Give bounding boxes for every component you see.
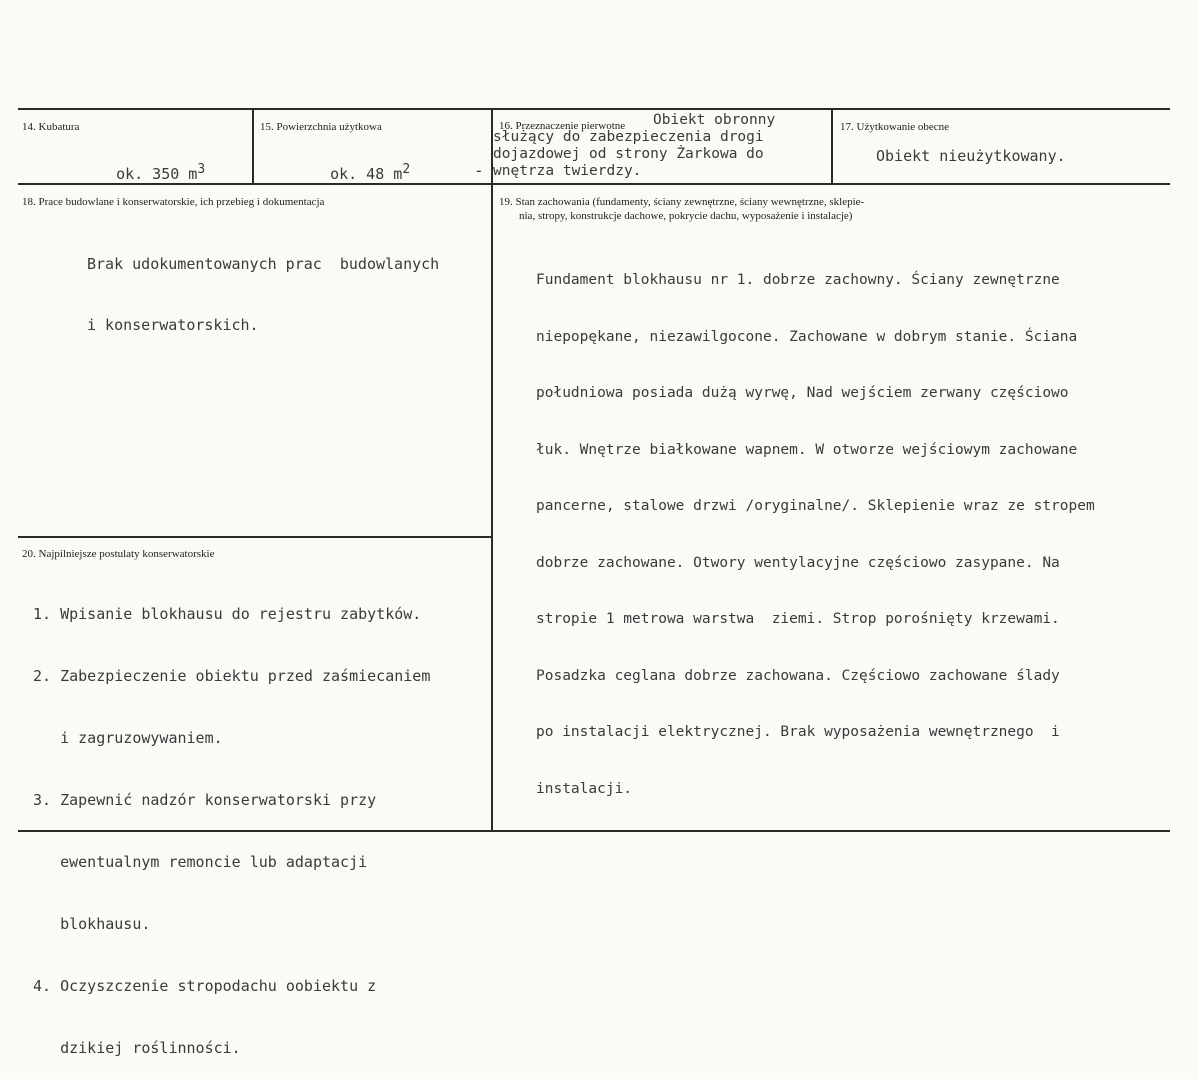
powierzchnia-unit-exponent: 2: [402, 162, 411, 177]
postulaty-label: 20. Najpilniejsze postulaty konserwatorskie: [22, 548, 215, 560]
prace-line: Brak udokumentowanych prac budowlanych: [87, 255, 440, 273]
postulat-line: 3. Zapewnić nadzór konserwatorski przy: [33, 791, 377, 809]
przeznaczenie-line-4: wnętrza twierdzy.: [493, 163, 642, 179]
stan-line: Posadzka ceglana dobrze zachowana. Częściowo zachowane ślady: [536, 667, 1060, 684]
postulat-line: 1. Wpisanie blokhausu do rejestru zabytków.: [33, 605, 422, 623]
kubatura-label: 14. Kubatura: [22, 121, 80, 133]
row-divider: [18, 183, 1170, 185]
przeznaczenie-label: 16. Przeznaczenie pierwotne: [499, 120, 626, 132]
kubatura-value: [98, 144, 205, 183]
stan-line: południowa posiada dużą wyrwę, Nad wejściem zerwany częściowo: [536, 385, 1069, 401]
prace-line: i konserwatorskich.: [87, 315, 259, 334]
postulat-line: ewentualnym remoncie lub adaptacji: [33, 853, 368, 871]
section20-divider: [18, 536, 493, 538]
przeznaczenie-line-3: dojazdowej od strony Żarkowa do: [493, 146, 764, 162]
section15-dash: -: [474, 161, 484, 180]
postulat-line: blokhausu.: [33, 915, 151, 933]
stan-line: niepopękane, niezawilgocone. Zachowane w dobrym stanie. Ściana: [536, 328, 1078, 345]
postulat-line: 4. Oczyszczenie stropodachu oobiektu z: [33, 977, 377, 995]
postulat-line: i zagruzowywaniem.: [33, 729, 223, 747]
stan-line: łuk. Wnętrze białkowane wapnem. W otworze wejściowym zachowane: [536, 441, 1078, 458]
przeznaczenie-line-1: Obiekt obronny: [653, 112, 776, 128]
kubatura-number: ok. 350 m: [116, 165, 198, 183]
stan-zachowania-label-line-1: 19. Stan zachowania (fundamenty, ściany zewnętrzne, ściany wewnętrzne, sklepie-: [499, 196, 865, 208]
stan-zachowania-text: [536, 236, 1095, 817]
postulat-line: dzikiej roślinności.: [33, 1039, 241, 1057]
stan-line: Fundament blokhausu nr 1. dobrze zachowny. Ściany zewnętrzne: [536, 272, 1060, 288]
postulaty-text: [33, 565, 430, 1079]
stan-line: stropie 1 metrowa warstwa ziemi. Strop porośnięty krzewami.: [536, 611, 1060, 627]
uzytkowanie-label: 17. Użytkowanie obecne: [840, 121, 950, 133]
kubatura-unit-exponent: 3: [197, 162, 206, 177]
powierzchnia-value: [312, 144, 410, 183]
stan-line: dobrze zachowane. Otwory wentylacyjne częściowo zasypane. Na: [536, 554, 1060, 571]
col-divider-3: [831, 109, 833, 184]
stan-zachowania-label-line-2: nia, stropy, konstrukcje dachowe, pokrycie dachu, wyposażenie i instalacje): [519, 210, 853, 222]
stan-line: pancerne, stalowe drzwi /oryginalne/. Sklepienie wraz ze stropem: [536, 498, 1095, 514]
uzytkowanie-value: Obiekt nieużytkowany.: [876, 147, 1066, 165]
stan-line: instalacji.: [536, 780, 633, 797]
powierzchnia-label: 15. Powierzchnia użytkowa: [260, 121, 382, 133]
przeznaczenie-line-2: służący do zabezpieczenia drogi: [493, 129, 764, 145]
prace-text: [87, 216, 439, 355]
powierzchnia-number: ok. 48 m: [330, 165, 403, 183]
top-border: [18, 108, 1170, 110]
prace-label: 18. Prace budowlane i konserwatorskie, ich przebieg i dokumentacja: [22, 196, 325, 208]
col-divider-1: [252, 109, 254, 184]
postulat-line: 2. Zabezpieczenie obiektu przed zaśmiecaniem: [33, 667, 431, 685]
stan-line: po instalacji elektrycznej. Brak wyposażenia wewnętrznego i: [536, 724, 1060, 740]
col-divider-2: [491, 109, 493, 831]
